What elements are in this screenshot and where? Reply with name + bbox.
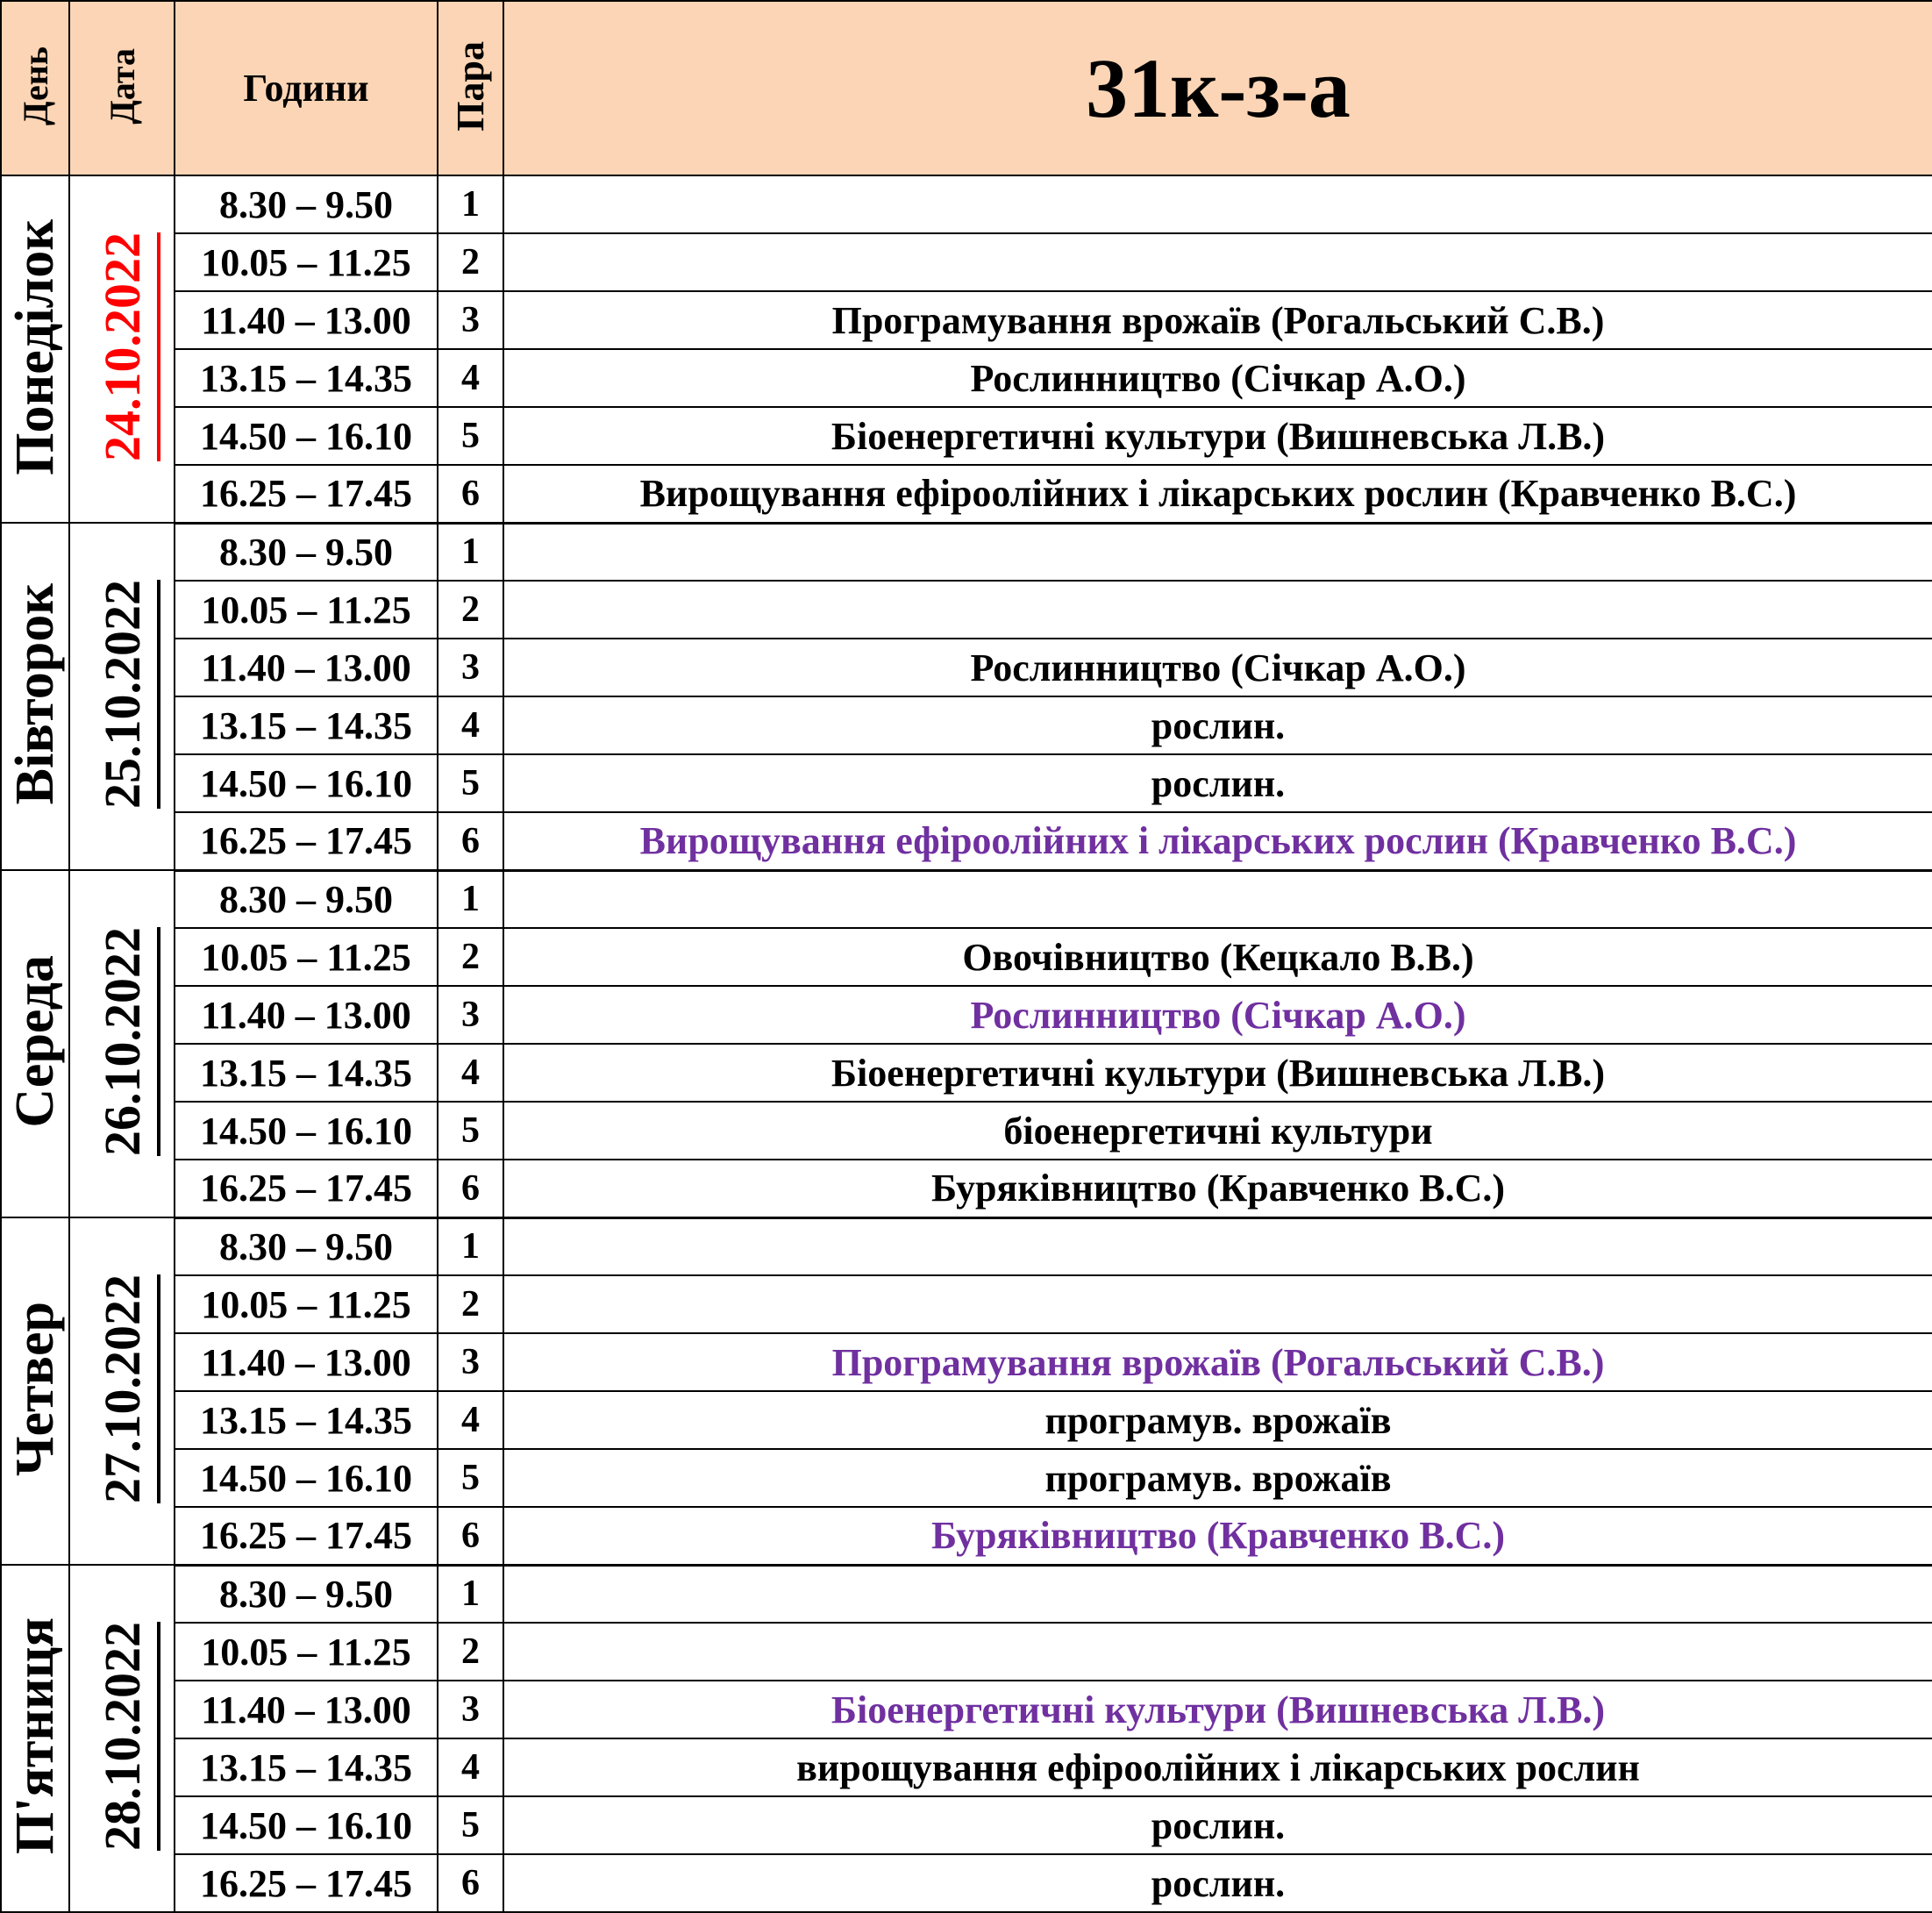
- time-cell: 8.30 – 9.50: [175, 1565, 438, 1623]
- subject-cell: [503, 1623, 1932, 1681]
- subject-cell: рослин.: [503, 754, 1932, 812]
- pair-cell: 4: [438, 1738, 503, 1796]
- subject-cell: Біоенергетичні культури (Вишневська Л.В.): [503, 1044, 1932, 1102]
- pair-cell: 1: [438, 870, 503, 928]
- subject-cell: рослин.: [503, 1854, 1932, 1912]
- time-cell: 14.50 – 16.10: [175, 1796, 438, 1854]
- pair-cell: 4: [438, 349, 503, 407]
- time-cell: 10.05 – 11.25: [175, 1275, 438, 1333]
- subject-cell: програмув. врожаїв: [503, 1449, 1932, 1507]
- subject-cell: Вирощування ефіроолійних і лікарських рослин (Кравченко В.С.): [503, 465, 1932, 523]
- subject-cell: Рослинництво (Січкар А.О.): [503, 349, 1932, 407]
- time-cell: 16.25 – 17.45: [175, 1160, 438, 1217]
- time-cell: 14.50 – 16.10: [175, 1102, 438, 1160]
- subject-cell: [503, 1275, 1932, 1333]
- day-cell: Четвер: [1, 1217, 69, 1565]
- subject-cell: Буряківництво (Кравченко В.С.): [503, 1507, 1932, 1565]
- pair-cell: 5: [438, 1796, 503, 1854]
- subject-cell: Програмування врожаїв (Рогальський С.В.): [503, 1333, 1932, 1391]
- pair-cell: 6: [438, 465, 503, 523]
- subject-cell: Рослинництво (Січкар А.О.): [503, 986, 1932, 1044]
- subject-cell: [503, 175, 1932, 233]
- time-cell: 8.30 – 9.50: [175, 1217, 438, 1275]
- pair-cell: 5: [438, 407, 503, 465]
- table-row: [1, 1681, 1932, 1738]
- pair-cell: 3: [438, 986, 503, 1044]
- table-row: [1, 1333, 1932, 1391]
- pair-cell: 1: [438, 523, 503, 581]
- pair-cell: 5: [438, 754, 503, 812]
- pair-cell: 2: [438, 1623, 503, 1681]
- pair-cell: 6: [438, 1160, 503, 1217]
- day-cell: Понеділок: [1, 175, 69, 523]
- table-row: [1, 1507, 1932, 1565]
- table-row: [1, 1102, 1932, 1160]
- subject-cell: вирощування ефіроолійних і лікарських рослин: [503, 1738, 1932, 1796]
- table-row: [1, 696, 1932, 754]
- table-row: [1, 175, 1932, 233]
- subject-cell: рослин.: [503, 1796, 1932, 1854]
- date-cell: 28.10.2022: [69, 1565, 175, 1912]
- pair-cell: 6: [438, 812, 503, 870]
- table-row: [1, 639, 1932, 696]
- subject-cell: [503, 870, 1932, 928]
- time-cell: 11.40 – 13.00: [175, 291, 438, 349]
- table-row: [1, 1275, 1932, 1333]
- subject-cell: Програмування врожаїв (Рогальський С.В.): [503, 291, 1932, 349]
- time-cell: 13.15 – 14.35: [175, 1044, 438, 1102]
- header-day: День: [1, 1, 69, 175]
- time-cell: 8.30 – 9.50: [175, 870, 438, 928]
- pair-cell: 1: [438, 1217, 503, 1275]
- pair-cell: 5: [438, 1449, 503, 1507]
- time-cell: 13.15 – 14.35: [175, 696, 438, 754]
- header-date: Дата: [69, 1, 175, 175]
- table-row: [1, 1044, 1932, 1102]
- day-cell: Середа: [1, 870, 69, 1217]
- time-cell: 11.40 – 13.00: [175, 1681, 438, 1738]
- time-cell: 13.15 – 14.35: [175, 349, 438, 407]
- table-row: [1, 523, 1932, 581]
- subject-cell: Рослинництво (Січкар А.О.): [503, 639, 1932, 696]
- table-row: [1, 349, 1932, 407]
- subject-cell: Буряківництво (Кравченко В.С.): [503, 1160, 1932, 1217]
- pair-cell: 3: [438, 291, 503, 349]
- pair-cell: 2: [438, 1275, 503, 1333]
- subject-cell: рослин.: [503, 696, 1932, 754]
- subject-cell: [503, 1565, 1932, 1623]
- time-cell: 8.30 – 9.50: [175, 523, 438, 581]
- date-cell: 27.10.2022: [69, 1217, 175, 1565]
- table-row: [1, 581, 1932, 639]
- table-row: [1, 812, 1932, 870]
- subject-cell: Біоенергетичні культури (Вишневська Л.В.): [503, 1681, 1932, 1738]
- time-cell: 11.40 – 13.00: [175, 1333, 438, 1391]
- pair-cell: 3: [438, 639, 503, 696]
- table-row: [1, 986, 1932, 1044]
- pair-cell: 2: [438, 928, 503, 986]
- table-row: [1, 1854, 1932, 1912]
- header-pair: Пара: [438, 1, 503, 175]
- time-cell: 10.05 – 11.25: [175, 928, 438, 986]
- subject-cell: [503, 581, 1932, 639]
- time-cell: 16.25 – 17.45: [175, 812, 438, 870]
- table-row: [1, 233, 1932, 291]
- time-cell: 10.05 – 11.25: [175, 581, 438, 639]
- subject-cell: Вирощування ефіроолійних і лікарських рослин (Кравченко В.С.): [503, 812, 1932, 870]
- table-row: [1, 291, 1932, 349]
- table-row: [1, 1565, 1932, 1623]
- subject-cell: програмув. врожаїв: [503, 1391, 1932, 1449]
- table-row: [1, 1623, 1932, 1681]
- date-cell: 26.10.2022: [69, 870, 175, 1217]
- date-cell: 25.10.2022: [69, 523, 175, 870]
- day-cell: Вівторок: [1, 523, 69, 870]
- time-cell: 13.15 – 14.35: [175, 1738, 438, 1796]
- header-group-title: 31к-з-а: [503, 1, 1932, 175]
- time-cell: 10.05 – 11.25: [175, 233, 438, 291]
- time-cell: 13.15 – 14.35: [175, 1391, 438, 1449]
- time-cell: 14.50 – 16.10: [175, 407, 438, 465]
- time-cell: 11.40 – 13.00: [175, 986, 438, 1044]
- table-row: [1, 1217, 1932, 1275]
- subject-cell: [503, 233, 1932, 291]
- table-row: [1, 465, 1932, 523]
- table-row: [1, 1796, 1932, 1854]
- subject-cell: біоенергетичні культури: [503, 1102, 1932, 1160]
- table-row: [1, 754, 1932, 812]
- pair-cell: 6: [438, 1854, 503, 1912]
- date-cell: 24.10.2022: [69, 175, 175, 523]
- table-row: [1, 1391, 1932, 1449]
- pair-cell: 3: [438, 1681, 503, 1738]
- pair-cell: 3: [438, 1333, 503, 1391]
- subject-cell: Біоенергетичні культури (Вишневська Л.В.): [503, 407, 1932, 465]
- header-row: [1, 1, 1932, 175]
- time-cell: 16.25 – 17.45: [175, 1854, 438, 1912]
- table-row: [1, 1449, 1932, 1507]
- pair-cell: 1: [438, 175, 503, 233]
- subject-cell: [503, 1217, 1932, 1275]
- pair-cell: 4: [438, 696, 503, 754]
- time-cell: 11.40 – 13.00: [175, 639, 438, 696]
- table-row: [1, 407, 1932, 465]
- pair-cell: 2: [438, 581, 503, 639]
- pair-cell: 6: [438, 1507, 503, 1565]
- header-hours: Години: [175, 1, 438, 175]
- pair-cell: 5: [438, 1102, 503, 1160]
- table-row: [1, 870, 1932, 928]
- table-row: [1, 1160, 1932, 1217]
- time-cell: 16.25 – 17.45: [175, 1507, 438, 1565]
- subject-cell: [503, 523, 1932, 581]
- pair-cell: 1: [438, 1565, 503, 1623]
- time-cell: 14.50 – 16.10: [175, 754, 438, 812]
- time-cell: 10.05 – 11.25: [175, 1623, 438, 1681]
- day-cell: П'ятниця: [1, 1565, 69, 1912]
- table-row: [1, 928, 1932, 986]
- pair-cell: 4: [438, 1391, 503, 1449]
- pair-cell: 2: [438, 233, 503, 291]
- time-cell: 16.25 – 17.45: [175, 465, 438, 523]
- subject-cell: Овочівництво (Кецкало В.В.): [503, 928, 1932, 986]
- time-cell: 14.50 – 16.10: [175, 1449, 438, 1507]
- table-row: [1, 1738, 1932, 1796]
- time-cell: 8.30 – 9.50: [175, 175, 438, 233]
- pair-cell: 4: [438, 1044, 503, 1102]
